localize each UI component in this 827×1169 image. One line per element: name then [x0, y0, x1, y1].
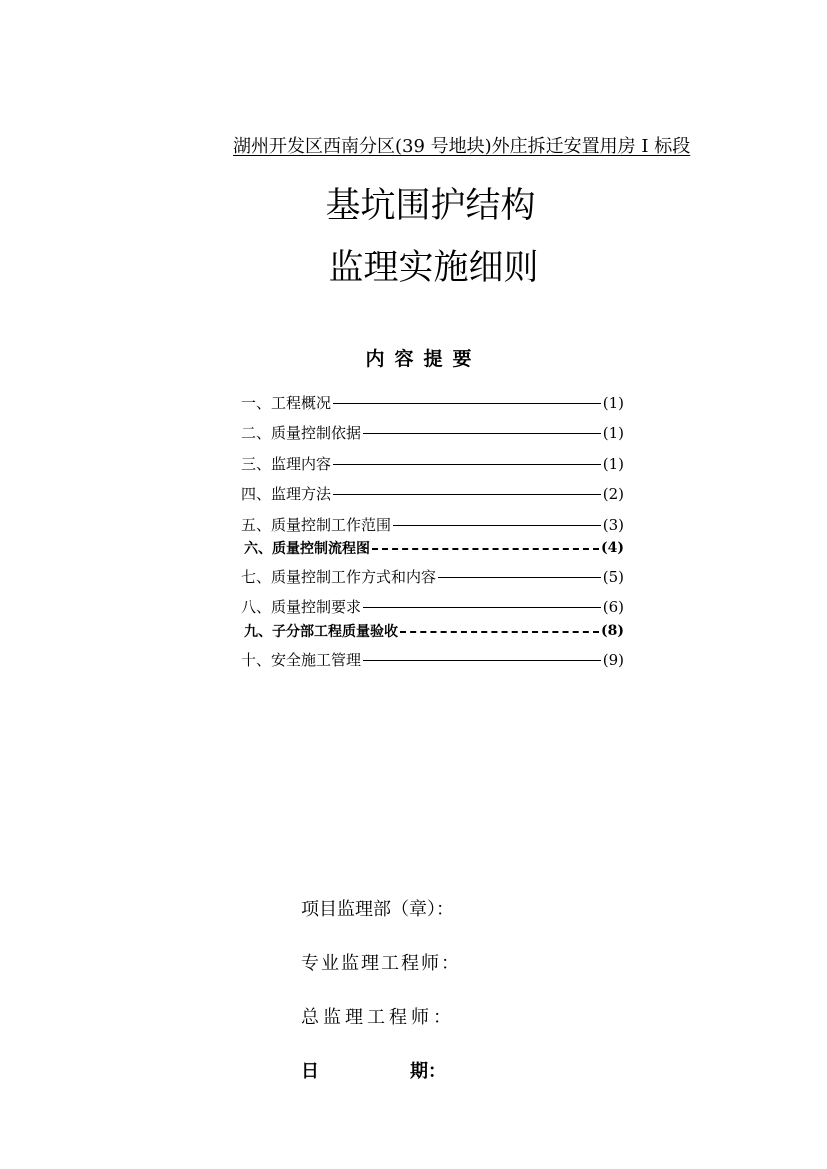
toc-leader [363, 660, 601, 661]
toc-item [241, 566, 624, 587]
toc-item [241, 483, 624, 504]
toc-item-label: 二、质量控制依据 [241, 424, 362, 442]
toc-item-label: 五、质量控制工作范围 [241, 516, 392, 534]
toc-item-label: 七、质量控制工作方式和内容 [241, 568, 437, 586]
toc-item [244, 621, 624, 641]
toc-item-page: (2) [602, 484, 624, 503]
date-label-right: 期： [410, 1061, 446, 1082]
toc-item-label: 一、工程概况 [241, 394, 332, 412]
toc-item [241, 596, 624, 617]
toc-item-page: (5) [602, 567, 624, 586]
toc-leader [400, 631, 599, 633]
toc-item-page: (1) [602, 393, 624, 412]
toc-item-label: 八、质量控制要求 [241, 598, 362, 616]
toc-item-page: (9) [602, 650, 624, 669]
toc-item-label: 三、监理内容 [241, 455, 332, 473]
project-title-line: 湖州开发区西南分区(39 号地块)外庄拆迁安置用房 I 标段 [233, 136, 691, 157]
chief-engineer-label: 总监理工程师： [301, 1007, 455, 1028]
toc-item-page: (4) [601, 540, 624, 556]
toc-item-page: (1) [602, 423, 624, 442]
toc-leader [333, 464, 601, 465]
toc-item [241, 453, 624, 474]
toc-item-label: 十、安全施工管理 [241, 651, 362, 669]
toc-item-label: 四、监理方法 [241, 485, 332, 503]
toc-item-page: (6) [602, 597, 624, 616]
toc-item-page: (1) [602, 454, 624, 473]
document-title-line-2: 监理实施细则 [328, 248, 539, 288]
toc-item [241, 514, 624, 535]
toc-item [241, 649, 624, 670]
toc-heading: 内容提要 [365, 348, 482, 370]
document-title-line-1: 基坑围护结构 [325, 186, 536, 226]
toc-leader [333, 494, 601, 495]
toc-item-label: 六、质量控制流程图 [244, 541, 370, 557]
specialist-engineer-label: 专业监理工程师： [301, 953, 461, 974]
toc-leader [363, 433, 601, 434]
toc-item-page: (8) [601, 623, 624, 639]
toc-item [241, 422, 624, 443]
date-label-left: 日 [301, 1061, 319, 1082]
toc-leader [372, 548, 599, 550]
toc-leader [363, 607, 601, 608]
toc-leader [333, 403, 601, 404]
project-dept-seal-label: 项目监理部（章）： [301, 899, 454, 920]
toc-leader [393, 525, 601, 526]
toc-item [244, 538, 624, 558]
date-label [301, 1057, 446, 1083]
toc-item [241, 392, 624, 413]
toc-item-page: (3) [602, 515, 624, 534]
toc-leader [438, 577, 601, 578]
toc-item-label: 九、子分部工程质量验收 [244, 624, 398, 640]
